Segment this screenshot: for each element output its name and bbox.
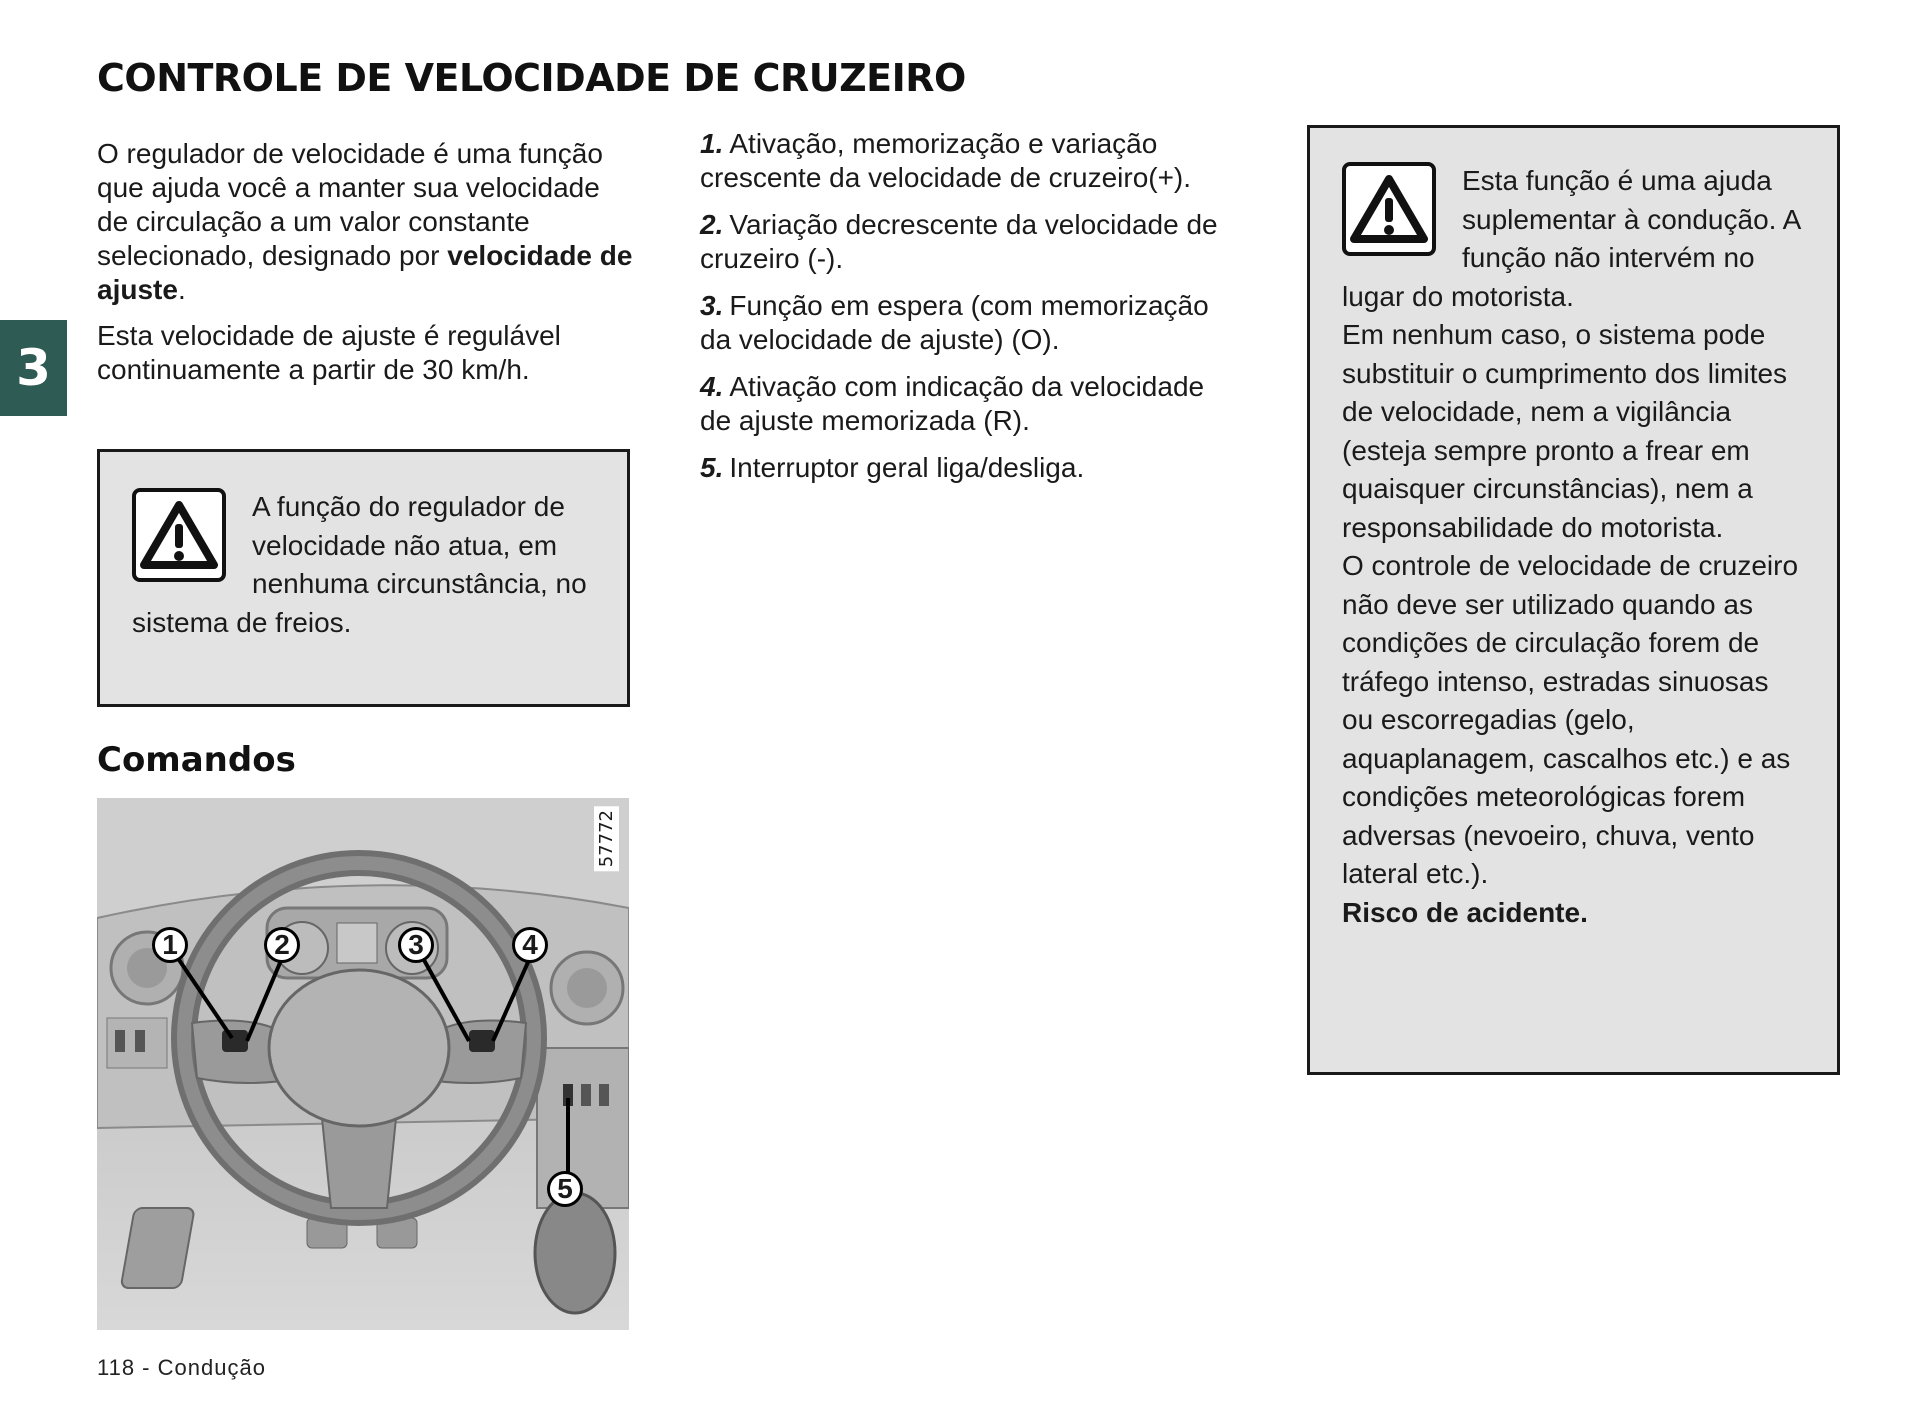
callout-4: 4 [512, 927, 548, 963]
intro-end: . [177, 274, 186, 305]
warning-box-left [97, 449, 630, 707]
warning-right-p3: O controle de velocidade de cruzeiro não deve ser utilizado quando as condições de circulação forem de tráfego intenso, estradas sinuosas ou escorregadias (gelo, aquaplanagem, cascalhos etc.) e as condições meteorológicas forem adversas (nevoeiro, chuva, vento lateral etc.). [1342, 550, 1799, 889]
warning-right-risk: Risco de acidente. [1342, 896, 1588, 928]
list-item: 3. Função em espera (com memorização da velocidade de ajuste) (O). [700, 290, 1209, 355]
list-item: 4. Ativação com indicação da velocidade de ajuste memorizada (R). [700, 371, 1205, 436]
page-title: CONTROLE DE VELOCIDADE DE CRUZEIRO [97, 56, 966, 100]
steering-wheel-illustration [97, 798, 629, 1330]
intro-text: O regulador de velocidade é uma função que ajuda você a manter sua velocidade de circulação a um valor constante selecionado, designado por [97, 138, 603, 271]
warning-box-right [1307, 125, 1840, 1075]
controls-list [700, 127, 1240, 498]
callout-2: 2 [264, 927, 300, 963]
intro-paragraph-2: Esta velocidade de ajuste é regulável continuamente a partir de 30 km/h. [97, 320, 561, 385]
figure-code: 57772 [594, 806, 619, 871]
chapter-tab: 3 [0, 320, 67, 416]
warning-left-text: A função do regulador de velocidade não atua, em nenhuma circunstância, no sistema de freios. [132, 491, 587, 638]
callout-5: 5 [547, 1171, 583, 1207]
list-item: 5. Interruptor geral liga/desliga. [700, 452, 1085, 483]
warning-triangle-icon [1342, 162, 1436, 256]
callout-3: 3 [398, 927, 434, 963]
intro-paragraph [97, 137, 637, 307]
warning-right-p2: Em nenhum caso, o sistema pode substituir o cumprimento dos limites de velocidade, nem a vigilância (esteja sempre pronto a frear em quaisquer circunstâncias), nem a responsabilidade do motorista. [1342, 319, 1788, 543]
page-footer: 118 - Condução [97, 1355, 266, 1380]
commands-heading: Comandos [97, 740, 296, 780]
intro-bold-term: velocidade de ajuste [97, 240, 633, 305]
callout-1: 1 [152, 927, 188, 963]
warning-triangle-icon [132, 488, 226, 582]
list-item: 2. Variação decrescente da velocidade de cruzeiro (-). [700, 209, 1218, 274]
list-item: 1. Ativação, memorização e variação crescente da velocidade de cruzeiro(+). [700, 128, 1192, 193]
warning-right-p1: Esta função é uma ajuda suplementar à condução. A função não intervém no lugar do motorista. [1342, 165, 1800, 312]
warning-right-text [1342, 162, 1807, 932]
